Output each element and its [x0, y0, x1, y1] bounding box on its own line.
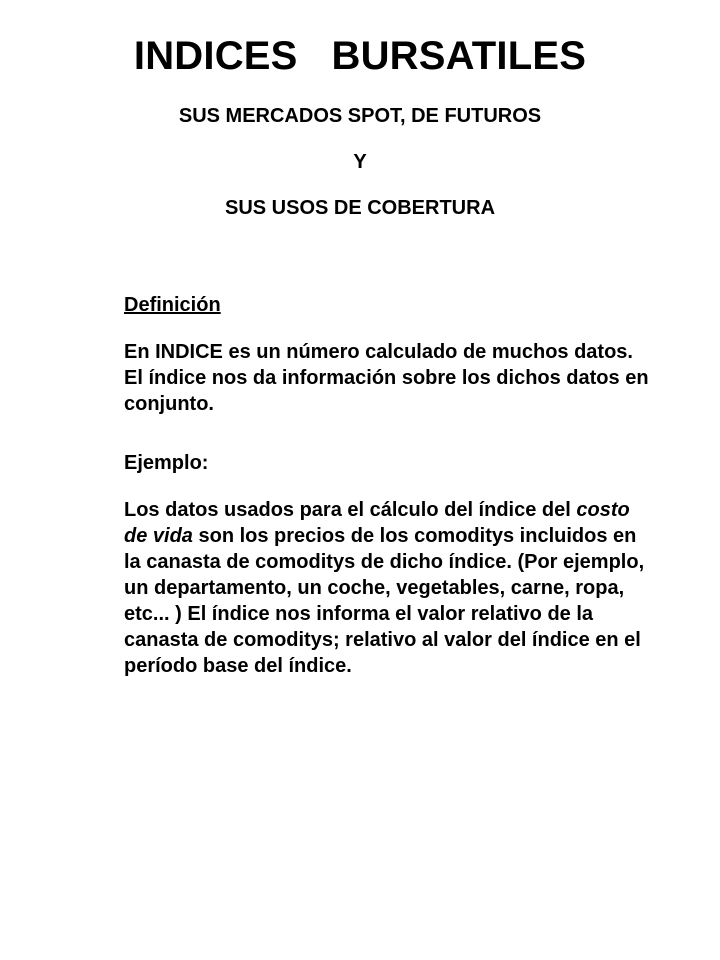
document-title: INDICES BURSATILES — [133, 34, 587, 78]
example-italic-text: de vida — [124, 525, 193, 547]
section-heading: Definición — [124, 294, 221, 316]
example-line: canasta de comoditys; relativo al valor del índice en el — [124, 629, 641, 651]
subtitle-line-1: SUS MERCADOS SPOT, DE FUTUROS — [178, 105, 542, 127]
example-italic-text: costo — [576, 499, 630, 521]
example-label: Ejemplo: — [124, 452, 209, 474]
subtitle-line-2: Y — [353, 151, 367, 173]
example-line: período base del índice. — [124, 655, 352, 677]
definition-line: conjunto. — [124, 393, 214, 415]
example-text: son los precios de los comoditys incluidos en — [192, 525, 637, 547]
example-line — [124, 497, 720, 523]
example-paragraph — [124, 497, 720, 679]
example-text: Los datos usados para el cálculo del índice del — [124, 499, 577, 521]
example-line: etc... ) El índice nos informa el valor relativo de la — [124, 603, 594, 625]
definition-paragraph — [124, 339, 720, 417]
definition-line: En INDICE es un número calculado de muchos datos. — [124, 341, 633, 363]
example-line: la canasta de comoditys de dicho índice. (Por ejemplo, — [124, 551, 645, 573]
example-line: un departamento, un coche, vegetables, carne, ropa, — [124, 577, 625, 599]
definition-line: El índice nos da información sobre los dichos datos en — [124, 367, 649, 389]
example-line — [124, 523, 720, 549]
subtitle-line-3: SUS USOS DE COBERTURA — [224, 197, 496, 219]
